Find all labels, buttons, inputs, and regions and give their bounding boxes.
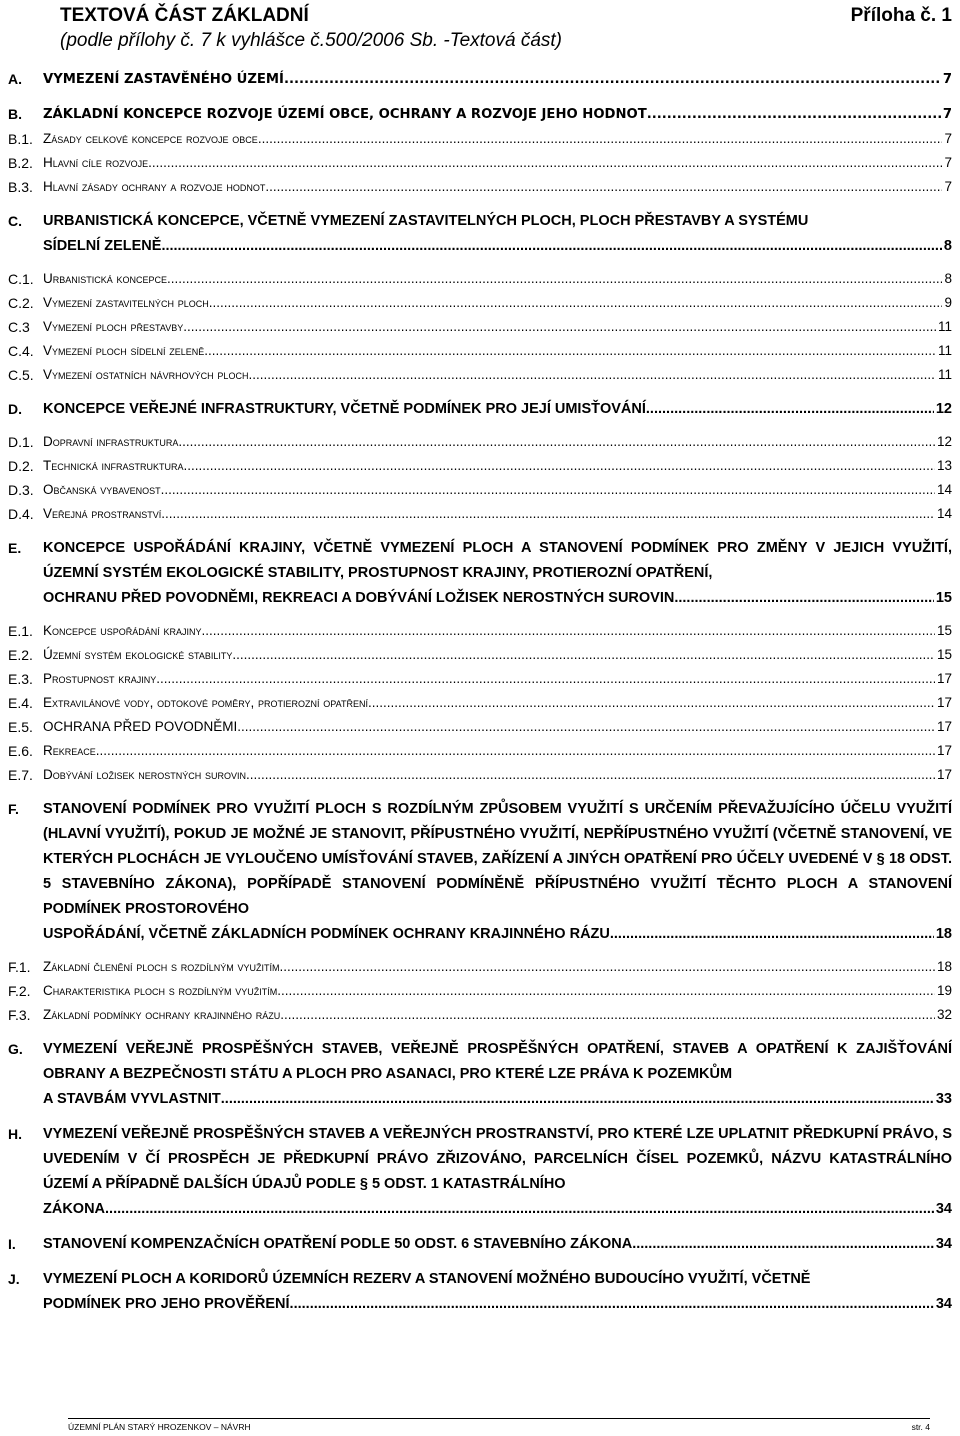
toc-entry-number: J.	[8, 1271, 20, 1287]
toc-entry-page: 34	[935, 1296, 952, 1312]
toc-entry-number: D.	[8, 401, 22, 417]
toc-entry-page: 18	[936, 959, 952, 974]
dot-leader	[202, 619, 935, 643]
toc-entry-c[interactable]	[8, 209, 952, 259]
toc-entry-page: 7	[942, 107, 952, 122]
toc-entry-title[interactable]: Veřejná prostranství	[43, 506, 162, 521]
toc-entry-number: E.1.	[8, 623, 33, 639]
toc-entry-page: 12	[935, 401, 952, 417]
dot-leader	[167, 267, 942, 291]
toc-entry-title[interactable]: A STAVBÁM VYVLASTNIT	[43, 1091, 221, 1107]
dot-leader	[246, 763, 935, 787]
toc-entry-number: C.1.	[8, 271, 34, 287]
toc-entry-g[interactable]	[8, 1037, 952, 1112]
dot-leader	[204, 339, 936, 363]
toc-entry-title[interactable]: URBANISTICKÁ KONCEPCE, VČETNĚ VYMEZENÍ ZASTAVITELNÝCH PLOCH, PLOCH PŘESTAVBY A SYSTÉMU	[43, 213, 809, 229]
dot-leader	[221, 1087, 934, 1112]
toc-entry-page: 7	[942, 72, 952, 87]
toc-entry-title[interactable]: Základní podmínky ochrany krajinného rázu	[43, 1007, 281, 1022]
toc-entry-title[interactable]: KONCEPCE USPOŘÁDÁNÍ KRAJINY, VČETNĚ VYMEZENÍ PLOCH A STANOVENÍ PODMÍNEK PRO ZMĚNY V JEJICH VYUŽITÍ, ÚZEMNÍ SYSTÉM EKOLOGICKÉ STABILITY, PROSTUPNOST KRAJINY, PROTIEROZNÍ OPATŘENÍ,	[43, 540, 952, 581]
toc-entry-number: B.	[8, 106, 22, 122]
toc-entry-e5[interactable]	[8, 715, 952, 739]
toc-entry-title[interactable]: Koncepce uspořádání krajiny	[43, 623, 202, 638]
toc-entry-page: 19	[936, 983, 952, 998]
toc-entry-title[interactable]: OCHRANA PŘED POVODNĚMI	[43, 719, 238, 734]
toc-entry-number: E.5.	[8, 719, 33, 735]
toc-entry-title[interactable]: Prostupnost krajiny	[43, 671, 157, 686]
toc-entry-b1[interactable]	[8, 127, 952, 151]
toc-entry-title[interactable]: Rekreace	[43, 743, 96, 758]
toc-entry-number: G.	[8, 1041, 23, 1057]
toc-entry-a[interactable]	[8, 67, 952, 92]
toc-entry-c5[interactable]	[8, 363, 952, 387]
dot-leader	[183, 315, 936, 339]
dot-leader	[280, 955, 935, 979]
dot-leader	[156, 667, 935, 691]
toc-entry-number: I.	[8, 1236, 16, 1252]
toc-entry-d3[interactable]	[8, 478, 952, 502]
dot-leader	[161, 502, 935, 526]
document-subtitle: (podle přílohy č. 7 k vyhlášce č.500/2006 Sb. -Textová část)	[60, 30, 563, 51]
toc-entry-number: F.3.	[8, 1007, 31, 1023]
toc-entry-page: 11	[937, 343, 952, 358]
toc-entry-title[interactable]: Technická infrastruktura	[43, 458, 184, 473]
toc-entry-e[interactable]	[8, 536, 952, 611]
toc-entry-number: A.	[8, 71, 22, 87]
toc-entry-title[interactable]: Vymezení ostatních návrhových ploch	[43, 367, 249, 382]
toc-entry-f2[interactable]	[8, 979, 952, 1003]
toc-entry-c2[interactable]	[8, 291, 952, 315]
toc-entry-title[interactable]: VYMEZENÍ ZASTAVĚNÉHO ÚZEMÍ	[43, 72, 284, 87]
toc-entry-page: 11	[937, 367, 952, 382]
dot-leader	[277, 979, 935, 1003]
toc-entry-d2[interactable]	[8, 454, 952, 478]
dot-leader	[284, 67, 941, 92]
table-of-contents	[8, 67, 952, 1317]
toc-entry-page: 9	[944, 295, 952, 310]
page-footer	[68, 1418, 930, 1432]
toc-entry-f3[interactable]	[8, 1003, 952, 1027]
dot-leader	[280, 1003, 935, 1027]
toc-entry-h[interactable]	[8, 1122, 952, 1222]
toc-entry-page: 17	[936, 671, 952, 686]
page-header	[60, 4, 952, 54]
toc-entry-title[interactable]: Charakteristika ploch s rozdílným využitím	[43, 983, 278, 998]
toc-entry-number: C.5.	[8, 367, 34, 383]
toc-entry-page: 34	[935, 1236, 952, 1252]
toc-entry-number: D.3.	[8, 482, 34, 498]
toc-entry-number: E.3.	[8, 671, 33, 687]
toc-entry-page: 8	[943, 238, 952, 254]
toc-entry-title[interactable]: ZÁKONA	[43, 1201, 106, 1217]
toc-entry-number: E.7.	[8, 767, 33, 783]
toc-entry-title[interactable]: Urbanistická koncepce	[43, 271, 168, 286]
toc-entry-number: E.	[8, 540, 22, 556]
toc-entry-page: 18	[935, 926, 952, 942]
toc-entry-title[interactable]: Dobývání ložisek nerostných surovin	[43, 767, 247, 782]
toc-entry-title[interactable]: USPOŘÁDÁNÍ, VČETNĚ ZÁKLADNÍCH PODMÍNEK OCHRANY KRAJINNÉHO RÁZU	[43, 926, 610, 942]
dot-leader	[161, 478, 935, 502]
toc-entry-d[interactable]	[8, 397, 952, 422]
toc-entry-title[interactable]: Vymezení zastavitelných ploch	[43, 295, 209, 310]
dot-leader	[148, 151, 942, 175]
toc-entry-c4[interactable]	[8, 339, 952, 363]
document-title: TEXTOVÁ ČÁST ZÁKLADNÍ	[60, 5, 309, 26]
toc-entry-f1[interactable]	[8, 955, 952, 979]
toc-entry-title[interactable]: STANOVENÍ KOMPENZAČNÍCH OPATŘENÍ PODLE 50 ODST. 6 STAVEBNÍHO ZÁKONA	[43, 1236, 633, 1252]
toc-entry-number: E.4.	[8, 695, 33, 711]
toc-entry-title[interactable]: Základní členění ploch s rozdílným využitím	[43, 959, 280, 974]
footer-document-name: ÚZEMNÍ PLÁN STARÝ HROZENKOV – NÁVRH	[68, 1422, 251, 1432]
toc-entry-page: 17	[936, 743, 952, 758]
toc-entry-page: 7	[944, 131, 952, 146]
dot-leader	[237, 715, 935, 739]
dot-leader	[184, 454, 935, 478]
toc-entry-page: 15	[936, 623, 952, 638]
dot-leader	[258, 127, 943, 151]
toc-entry-title[interactable]: Vymezení ploch přestavby	[43, 319, 184, 334]
dot-leader	[368, 691, 935, 715]
attachment-label: Příloha č. 1	[850, 5, 952, 26]
toc-entry-number: E.2.	[8, 647, 33, 663]
toc-entry-f[interactable]	[8, 797, 952, 947]
toc-entry-number: F.2.	[8, 983, 31, 999]
toc-entry-j[interactable]	[8, 1267, 952, 1317]
toc-entry-title[interactable]: Občanská vybavenost	[43, 482, 161, 497]
toc-entry-number: B.1.	[8, 131, 33, 147]
toc-entry-e2[interactable]	[8, 643, 952, 667]
dot-leader	[674, 586, 934, 611]
toc-entry-page: 17	[936, 695, 952, 710]
toc-entry-page: 12	[936, 434, 952, 449]
toc-entry-b2[interactable]	[8, 151, 952, 175]
toc-entry-d4[interactable]	[8, 502, 952, 526]
toc-entry-page: 15	[936, 647, 952, 662]
toc-entry-number: D.4.	[8, 506, 34, 522]
dot-leader	[232, 643, 935, 667]
toc-entry-number: C.	[8, 213, 22, 229]
dot-leader	[632, 1232, 934, 1257]
toc-entry-title[interactable]: VYMEZENÍ PLOCH A KORIDORŮ ÚZEMNÍCH REZERV A STANOVENÍ MOŽNÉHO BUDOUCÍHO VYUŽITÍ, VČETNĚ	[43, 1271, 811, 1287]
toc-entry-number: F.1.	[8, 959, 31, 975]
toc-entry-page: 7	[944, 179, 952, 194]
toc-entry-page: 33	[935, 1091, 952, 1107]
toc-entry-c1[interactable]	[8, 267, 952, 291]
toc-entry-number: E.6.	[8, 743, 33, 759]
toc-entry-number: D.2.	[8, 458, 34, 474]
toc-entry-e1[interactable]	[8, 619, 952, 643]
toc-entry-page: 7	[944, 155, 952, 170]
toc-entry-page: 13	[936, 458, 952, 473]
dot-leader	[265, 175, 942, 199]
toc-entry-title[interactable]: STANOVENÍ PODMÍNEK PRO VYUŽITÍ PLOCH S ROZDÍLNÝM ZPŮSOBEM VYUŽITÍ S URČENÍM PŘEVAŽUJÍCÍHO ÚČELU VYUŽITÍ (HLAVNÍ VYUŽITÍ), POKUD JE MOŽNÉ JE STANOVIT, PŘÍPUSTNÉHO VYUŽITÍ, NEPŘÍPUSTNÉHO VYUŽITÍ (VČETNĚ STANOVENÍ, VE KTERÝCH PLOCHÁCH JE VYLOUČENO UMÍSŤOVÁNÍ STAVEB, ZAŘÍZENÍ A JINÝCH OPATŘENÍ PRO ÚČELY UVEDENÉ V § 18 ODST. 5 STAVEBNÍHO ZÁKONA), POPŘÍPADĚ STANOVENÍ PODMÍNĚNĚ PŘÍPUSTNÉHO VYUŽITÍ TĚCHTO PLOCH A STANOVENÍ PODMÍNEK PROSTOROVÉHO	[43, 801, 952, 917]
toc-entry-title[interactable]: SÍDELNÍ ZELENĚ	[43, 238, 162, 254]
toc-entry-number: B.2.	[8, 155, 33, 171]
toc-entry-title[interactable]: Hlavní cíle rozvoje	[43, 155, 149, 170]
dot-leader	[647, 102, 941, 127]
toc-entry-page: 15	[935, 590, 952, 606]
toc-entry-e3[interactable]	[8, 667, 952, 691]
toc-entry-d1[interactable]	[8, 430, 952, 454]
dot-leader	[209, 291, 943, 315]
toc-entry-number: D.1.	[8, 434, 34, 450]
dot-leader	[161, 234, 941, 259]
toc-entry-number: C.3	[8, 319, 30, 335]
toc-entry-number: C.4.	[8, 343, 34, 359]
toc-entry-title[interactable]: Vymezení ploch sídelní zeleně	[43, 343, 205, 358]
dot-leader	[646, 397, 934, 422]
toc-entry-page: 14	[936, 482, 952, 497]
toc-entry-title[interactable]: Zásady celkové koncepce rozvoje obce	[43, 131, 258, 146]
toc-entry-title[interactable]: OCHRANU PŘED POVODNĚMI, REKREACI A DOBÝVÁNÍ LOŽISEK NEROSTNÝCH SUROVIN	[43, 590, 675, 606]
toc-entry-e4[interactable]	[8, 691, 952, 715]
toc-entry-i[interactable]	[8, 1232, 952, 1257]
toc-entry-page: 32	[936, 1007, 952, 1022]
toc-entry-number: F.	[8, 801, 19, 817]
toc-entry-title[interactable]: Hlavní zásady ochrany a rozvoje hodnot	[43, 179, 266, 194]
toc-entry-number: C.2.	[8, 295, 34, 311]
toc-entry-title[interactable]: PODMÍNEK PRO JEHO PROVĚŘENÍ	[43, 1296, 290, 1312]
toc-entry-page: 14	[936, 506, 952, 521]
toc-entry-b[interactable]	[8, 102, 952, 127]
toc-entry-page: 34	[935, 1201, 952, 1217]
toc-entry-number: H.	[8, 1126, 22, 1142]
toc-entry-title[interactable]: ZÁKLADNÍ KONCEPCE ROZVOJE ÚZEMÍ OBCE, OCHRANY A ROZVOJE JEHO HODNOT	[43, 107, 647, 122]
toc-entry-title[interactable]: Extravilánové vody, odtokové poměry, protierozní opatření	[43, 695, 368, 710]
dot-leader	[290, 1292, 934, 1317]
footer-page-number: str. 4	[911, 1422, 930, 1432]
toc-entry-e7[interactable]	[8, 763, 952, 787]
dot-leader	[178, 430, 935, 454]
toc-entry-title[interactable]: Územní systém ekologické stability	[43, 647, 233, 662]
dot-leader	[248, 363, 936, 387]
dot-leader	[610, 922, 934, 947]
toc-entry-title[interactable]: VYMEZENÍ VEŘEJNĚ PROSPĚŠNÝCH STAVEB, VEŘEJNĚ PROSPĚŠNÝCH OPATŘENÍ, STAVEB A OPATŘENÍ K ZAJIŠŤOVÁNÍ OBRANY A BEZPEČNOSTI STÁTU A PLOCH PRO ASANACI, PRO KTERÉ LZE PRÁVA K POZEMKŮM	[43, 1041, 952, 1082]
toc-entry-title[interactable]: VYMEZENÍ VEŘEJNĚ PROSPĚŠNÝCH STAVEB A VEŘEJNÝCH PROSTRANSTVÍ, PRO KTERÉ LZE UPLATNIT PŘEDKUPNÍ PRÁVO, S UVEDENÍM V ČÍ PROSPĚCH JE PŘEDKUPNÍ PRÁVO ZŘIZOVÁNO, PARCELNÍCH ČÍSEL POZEMKŮ, NÁZVU KATASTRÁLNÍHO ÚZEMÍ A PŘÍPADNĚ DALŠÍCH ÚDAJŮ PODLE § 5 ODST. 1 KATASTRÁLNÍHO	[43, 1126, 952, 1192]
toc-entry-page: 8	[944, 271, 952, 286]
dot-leader	[96, 739, 935, 763]
toc-entry-c3[interactable]	[8, 315, 952, 339]
toc-entry-page: 17	[936, 719, 952, 734]
toc-entry-page: 17	[936, 767, 952, 782]
toc-entry-e6[interactable]	[8, 739, 952, 763]
toc-entry-title[interactable]: Dopravní infrastruktura	[43, 434, 179, 449]
dot-leader	[105, 1197, 934, 1222]
toc-entry-b3[interactable]	[8, 175, 952, 199]
toc-entry-number: B.3.	[8, 179, 33, 195]
toc-entry-title[interactable]: KONCEPCE VEŘEJNÉ INFRASTRUKTURY, VČETNĚ PODMÍNEK PRO JEJÍ UMISŤOVÁNÍ	[43, 401, 646, 417]
toc-entry-page: 11	[937, 319, 952, 334]
